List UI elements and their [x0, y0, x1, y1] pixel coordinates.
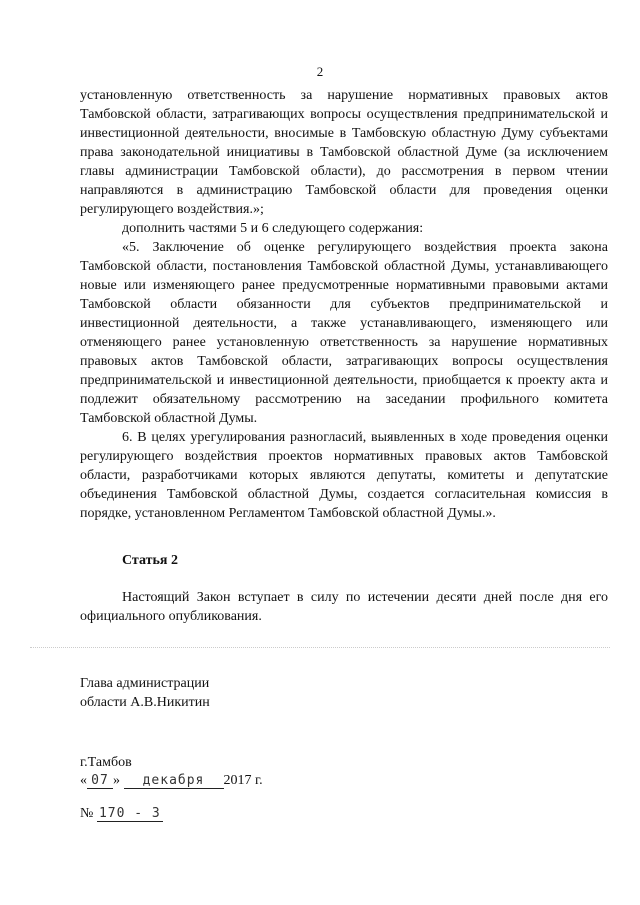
signature-title: Глава администрации [80, 676, 210, 691]
signature-block [80, 674, 210, 712]
paragraph-part-6: 6. В целях урегулирования разногласий, выявленных в ходе проведения оценки регулирующего воздействия проектов нормативных правовых актов Тамбовской области, разработчиками которых являются депутаты, комитеты и депутатские объединения Тамбовской областной Думы, создается согласительная комиссия в порядке, установленном Регламентом Тамбовской областной Думы.». [80, 430, 608, 521]
signature-name: области А.В.Никитин [80, 695, 210, 710]
document-body [80, 86, 608, 523]
city-label: г.Тамбов [80, 755, 132, 770]
law-number-value: 170 - З [97, 807, 163, 822]
date-month: декабря [124, 774, 224, 789]
paragraph-continuation: установленную ответственность за нарушение нормативных правовых актов Тамбовской области, затрагивающих вопросы осуществления предпринимательской и инвестиционной деятельности, вносимые в Тамбовскую областную Думу субъектами права законодательной инициативы в Тамбовской областной Думе (за исключением главы администрации Тамбовской области), до рассмотрения в первом чтении направляются в администрацию Тамбовской области для проведения оценки регулирующего воздействия.»; [80, 88, 608, 217]
law-number-line [80, 806, 163, 822]
date-year: 2017 г. [223, 773, 263, 788]
date-close-quote: » [113, 773, 120, 788]
law-number-prefix: № [80, 806, 94, 821]
date-day: 07 [87, 774, 113, 789]
article-heading: Статья 2 [122, 553, 178, 568]
scan-noise-divider [30, 647, 610, 652]
paragraph-effective-date: Настоящий Закон вступает в силу по истечении десяти дней после дня его официального опубликования. [80, 590, 608, 624]
paragraph-amendment-intro: дополнить частями 5 и 6 следующего содержания: [122, 221, 424, 236]
date-line [80, 773, 263, 789]
page-number: 2 [316, 64, 324, 79]
paragraph-part-5: «5. Заключение об оценке регулирующего воздействия проекта закона Тамбовской области, постановления Тамбовской областной Думы, устанавливающего новые или изменяющего ранее предусмотренные нормативными правовыми актами Тамбовской области обязанности для субъектов предпринимательской и инвестиционной деятельности, а также устанавливающего, изменяющего или отменяющего ранее установленную ответственность за нарушение нормативных правовых актов Тамбовской области, затрагивающих вопросы осуществления предпринимательской и инвестиционной деятельности, приобщается к проекту акта и подлежит обязательному рассмотрению на заседании профильного комитета Тамбовской областной Думы. [80, 240, 608, 426]
date-open-quote: « [80, 773, 87, 788]
